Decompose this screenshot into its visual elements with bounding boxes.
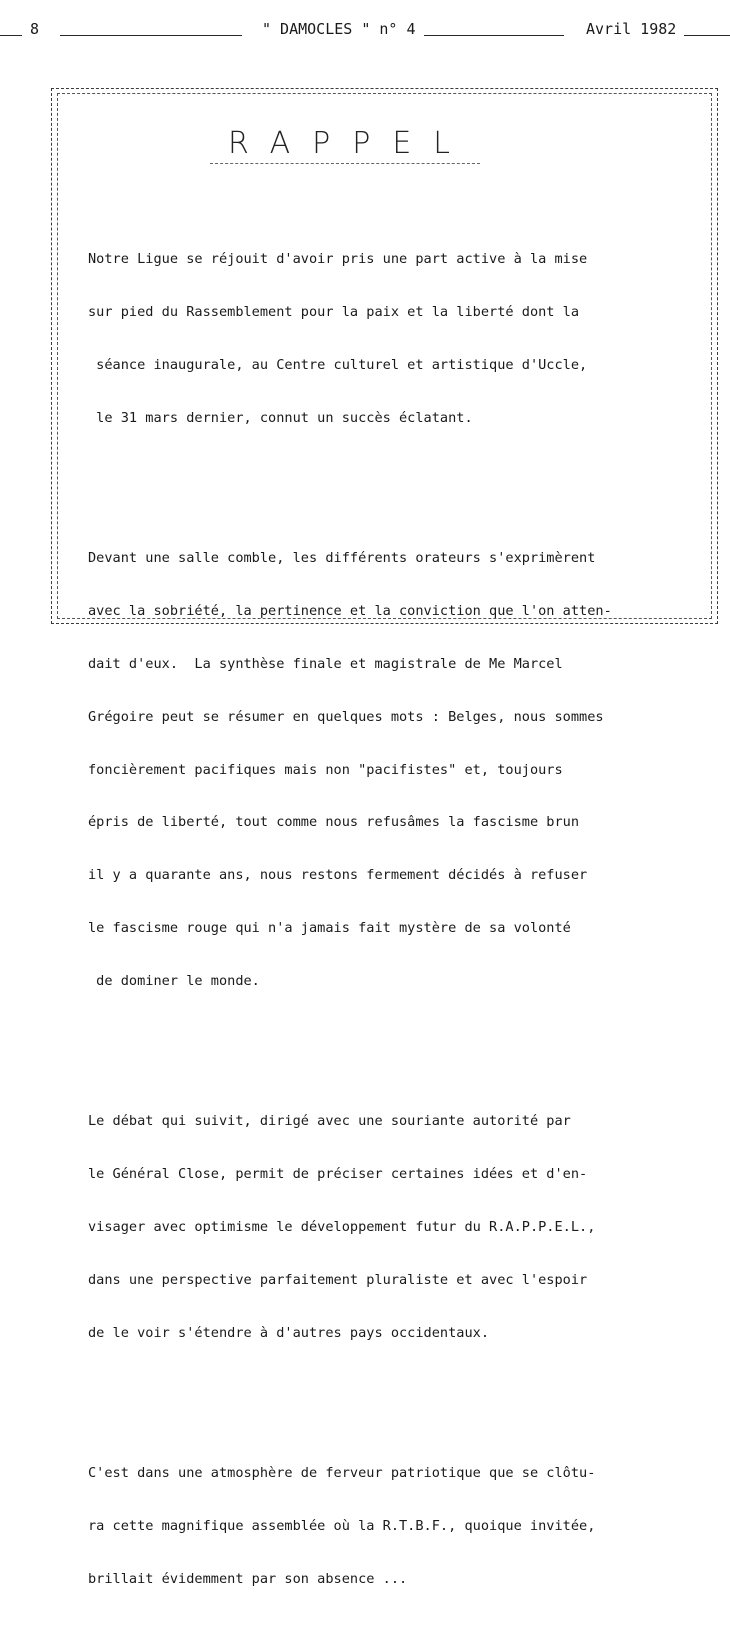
article-title-block (200, 127, 500, 167)
publication-title: " DAMOCLES " n° 4 (262, 20, 416, 38)
page-header (0, 20, 730, 42)
paragraph (88, 216, 688, 462)
text-line: sur pied du Rassemblement pour la paix et la liberté dont la (88, 304, 580, 321)
text-line: le fascisme rouge qui n'a jamais fait mystère de sa volonté (88, 919, 571, 936)
text-line: il y a quarante ans, nous restons fermement décidés à refuser (88, 867, 588, 884)
text-line: Notre Ligue se réjouit d'avoir pris une part active à la mise (88, 251, 588, 268)
page-number: 8 (30, 20, 40, 38)
header-rule-left-center (60, 35, 242, 36)
text-line: le 31 mars dernier, connut un succès éclatant. (88, 409, 473, 426)
text-line: séance inaugurale, au Centre culturel et artistique d'Uccle, (88, 356, 588, 373)
header-rule-right (684, 35, 730, 36)
text-line: Devant une salle comble, les différents orateurs s'exprimèrent (88, 550, 596, 567)
text-line: dans une perspective parfaitement pluraliste et avec l'espoir (88, 1271, 588, 1288)
paragraph (88, 1078, 688, 1377)
paragraph (88, 1430, 688, 1624)
text-line: Le débat qui suivit, dirigé avec une souriante autorité par (88, 1113, 571, 1130)
title-underline (210, 163, 480, 164)
text-line: foncièrement pacifiques mais non "pacifistes" et, toujours (88, 761, 563, 778)
text-line: ra cette magnifique assemblée où la R.T.B.F., quoique invitée, (88, 1518, 596, 1535)
text-line: épris de liberté, tout comme nous refusâmes la fascisme brun (88, 814, 580, 831)
text-line: Grégoire peut se résumer en quelques mots : Belges, nous sommes (88, 708, 604, 725)
text-line: de dominer le monde. (88, 972, 260, 989)
article-body (88, 181, 688, 1641)
header-rule-right-center (424, 35, 564, 36)
text-line: C'est dans une atmosphère de ferveur patriotique que se clôtu- (88, 1465, 596, 1482)
text-line: dait d'eux. La synthèse finale et magistrale de Me Marcel (88, 656, 563, 673)
text-line: visager avec optimisme le développement futur du R.A.P.P.E.L., (88, 1219, 596, 1236)
publication-date: Avril 1982 (586, 20, 677, 38)
paragraph (88, 515, 688, 1025)
text-line: brillait évidemment par son absence ... (88, 1570, 408, 1587)
header-rule-left (0, 35, 22, 36)
text-line: de le voir s'étendre à d'autres pays occidentaux. (88, 1324, 490, 1341)
article-title: RAPPEL (227, 126, 472, 161)
text-line: le Général Close, permit de préciser certaines idées et d'en- (88, 1166, 588, 1183)
text-line: avec la sobriété, la pertinence et la conviction que l'on atten- (88, 603, 612, 620)
